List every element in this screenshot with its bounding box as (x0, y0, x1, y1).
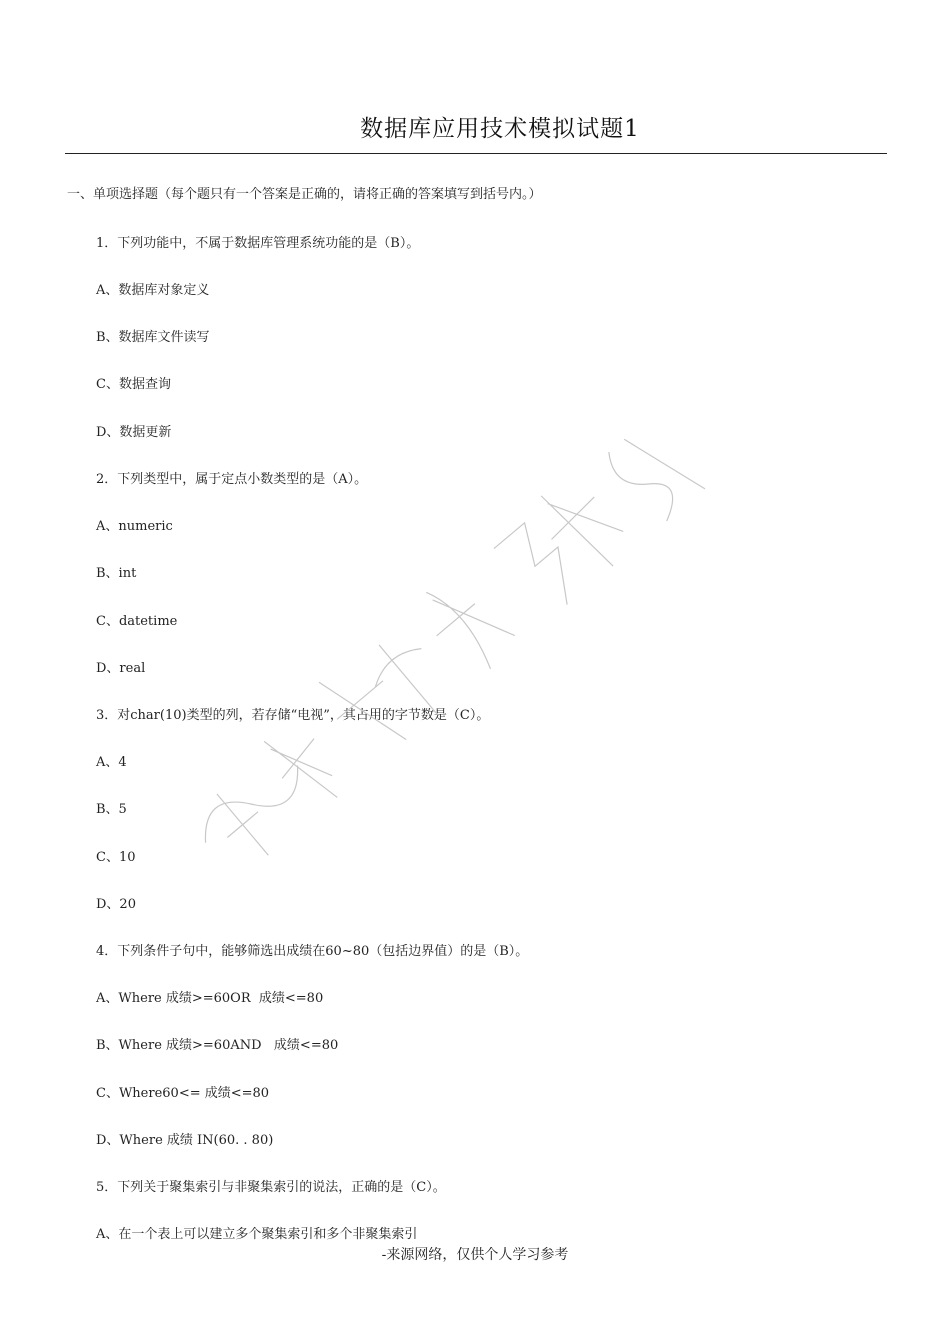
option-line: A、numeric (96, 519, 173, 534)
option-line: A、4 (96, 755, 127, 770)
option-line: D、数据更新 (96, 425, 172, 440)
question-line: 2．下列类型中，属于定点小数类型的是（A）。 (96, 472, 368, 487)
option-line: A、Where 成绩>=60OR 成绩<=80 (96, 991, 324, 1006)
question-line: 3．对char(10)类型的列，若存储“电视”，其占用的字节数是（C）。 (96, 708, 490, 723)
question-line: 5．下列关于聚集索引与非聚集索引的说法，正确的是（C）。 (96, 1180, 446, 1195)
question-line: 1．下列功能中，不属于数据库管理系统功能的是（B）。 (96, 236, 420, 251)
option-line: C、datetime (96, 614, 178, 629)
option-line: A、数据库对象定义 (96, 283, 210, 298)
title-rule (65, 153, 887, 154)
option-line: C、10 (96, 850, 136, 865)
option-line: A、在一个表上可以建立多个聚集索引和多个非聚集索引 (96, 1227, 418, 1242)
option-line: B、int (96, 566, 137, 581)
option-line: C、数据查询 (96, 377, 171, 392)
page-footer: -来源网络，仅供个人学习参考 (381, 1247, 569, 1263)
option-line: B、数据库文件读写 (96, 330, 210, 345)
option-line: B、5 (96, 802, 127, 817)
option-line: B、Where 成绩>=60AND 成绩<=80 (96, 1038, 339, 1053)
section-heading: 一、单项选择题（每个题只有一个答案是正确的，请将正确的答案填写到括号内。） (67, 187, 542, 202)
option-line: D、Where 成绩 IN(60. . 80) (96, 1133, 274, 1148)
question-line: 4．下列条件子句中，能够筛选出成绩在60~80（包括边界值）的是（B）。 (96, 944, 529, 959)
option-line: C、Where60<= 成绩<=80 (96, 1086, 270, 1101)
option-line: D、20 (96, 897, 136, 912)
page-title: 数据库应用技术模拟试题1 (360, 116, 640, 142)
option-line: D、real (96, 661, 146, 676)
watermark-graphic (110, 380, 830, 940)
